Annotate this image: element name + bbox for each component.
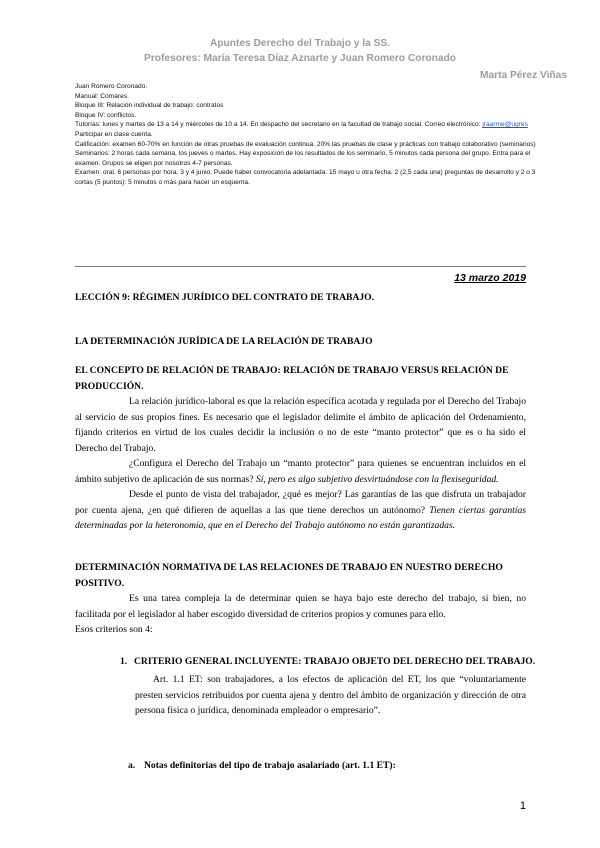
criterion-item [120, 656, 535, 667]
section-heading: LA DETERMINACIÓN JURÍDICA DE LA RELACIÓN DE TRABAJO [75, 336, 373, 347]
criterion-title: CRITERIO GENERAL INCLUYENTE: TRABAJO OBJETO DEL DERECHO DEL TRABAJO. [134, 656, 536, 667]
question-text: Desde el punto de vista del trabajador, ¿qué es mejor? Las garantías de las que disfruta un trabajador por cuenta ajena, ¿en qué difieren de aquellas a las que tiene derechos un autónomo? [75, 489, 526, 516]
paragraph-text [75, 487, 526, 534]
criteria-intro: Esos criterios son 4: [75, 624, 153, 635]
subitem-title: Notas definitorias del tipo de trabajo asalariado (art. 1.1 ET): [144, 760, 396, 771]
divider [75, 266, 526, 267]
subitem-letter: a. [128, 760, 136, 771]
paragraph-text [75, 456, 526, 487]
info-line: Juan Romero Coronado. [75, 83, 148, 90]
tutorias-text: Tutorías: lunes y martes de 13 a 14 y miércoles de 10 a 14. En despacho del secretario en la facultad de trabajo social. Correo electrónico: [75, 121, 481, 129]
paragraph [75, 591, 526, 638]
section-heading: DETERMINACIÓN NORMATIVA DE LAS RELACIONES DE TRABAJO EN NUESTRO DERECHO POSITIVO. [75, 562, 503, 589]
article-text: Art. 1.1 ET: son trabajadores, a los efectos de aplicación del ET, los que “voluntariamente presten servicios retribuidos por cuenta ajena y dentro del ámbito de organización y dirección de otra persona física o jurídica, denominada empleador o empresario”. [135, 674, 526, 716]
info-line: Calificación: examen 60-70% en función de otras pruebas de evaluación continua. 20% las pruebas de clase y prácticas con trabajo colaborativo (seminarios) [75, 140, 536, 148]
header-author: Marta Pérez Viñas [479, 70, 567, 81]
paragraph-text: Es una tarea compleja la de determinar quien se haya bajo este derecho del trabajo, si bien, no facilitada por el legislador al haber escogido diversidad de criterios propios y comunes para ello. [75, 593, 526, 620]
info-line: Bloque IV: conflictos. [75, 111, 137, 119]
question-text: ¿Configura el Derecho del Trabajo un “manto protector” para quienes se encuentran incluidos en el ámbito subjetivo de aplicación de sus normas? [75, 458, 526, 485]
info-line: Examen: oral. 6 personas por hora. 3 y 4 junio. Puede haber convocatoria adelantada: 15 mayo u otra fecha. 2 (2,5 cada una) preguntas de desarrollo y 2 o 3 cortas (5 puntos): 5 minutos o más para hacer un esquema. [75, 169, 536, 186]
answer-text: Tienen ciertas garantías determinadas por la heteronomía, que en el Derecho del Trabajo autónomo no están garantizadas. [75, 504, 526, 531]
lesson-title: LECCIÓN 9: RÉGIMEN JURÍDICO DEL CONTRATO DE TRABAJO. [75, 292, 375, 303]
info-tutorias [75, 120, 555, 130]
section-heading: EL CONCEPTO DE RELACIÓN DE TRABAJO: RELACIÓN DE TRABAJO VERSUS RELACIÓN DE PRODUCCIÓN. [75, 365, 509, 392]
info-line: Manual: Comares. [75, 92, 129, 100]
info-line: Seminarios: 2 horas cada semana, los jueves o martes. Hay exposición de los resultados de los seminario, 5 minutos cada persona del grupo. Entra para el examen. Grupos se eligen por nosotros 4-7 personas. [75, 150, 531, 167]
header-professors: Profesores: María Teresa Díaz Aznarte y Juan Romero Coronado [144, 53, 456, 64]
answer-text: Sí, pero es algo subjetivo desvirtuándose con la flexiseguridad. [255, 473, 499, 485]
paragraph-text: La relación jurídico-laboral es que la relación específica acotada y regulada por el Derecho del Trabajo al servicio de sus propios fines. Es necesario que el legislador delimite el ámbito de aplicación del Ordenamiento, fijando criterios en virtud de los cuales decidir la inclusión o no de este “manto protector” que es o ha sido el Derecho del Trabajo. [75, 396, 526, 454]
lecture-date: 13 marzo 2019 [454, 272, 526, 284]
page-number: 1 [519, 800, 526, 812]
course-info [75, 82, 555, 188]
subitem [128, 760, 396, 771]
email-link[interactable]: jraarme@ugres [482, 121, 528, 129]
header-course-title: Apuntes Derecho del Trabajo y la SS. [209, 38, 391, 49]
article-quote [135, 672, 526, 719]
info-line: Participar en clase cuenta. [75, 130, 153, 138]
paragraph [75, 394, 526, 534]
info-line: Bloque III: Relación individual de trabajo: contratos [75, 102, 224, 110]
criterion-number: 1. [120, 656, 128, 667]
